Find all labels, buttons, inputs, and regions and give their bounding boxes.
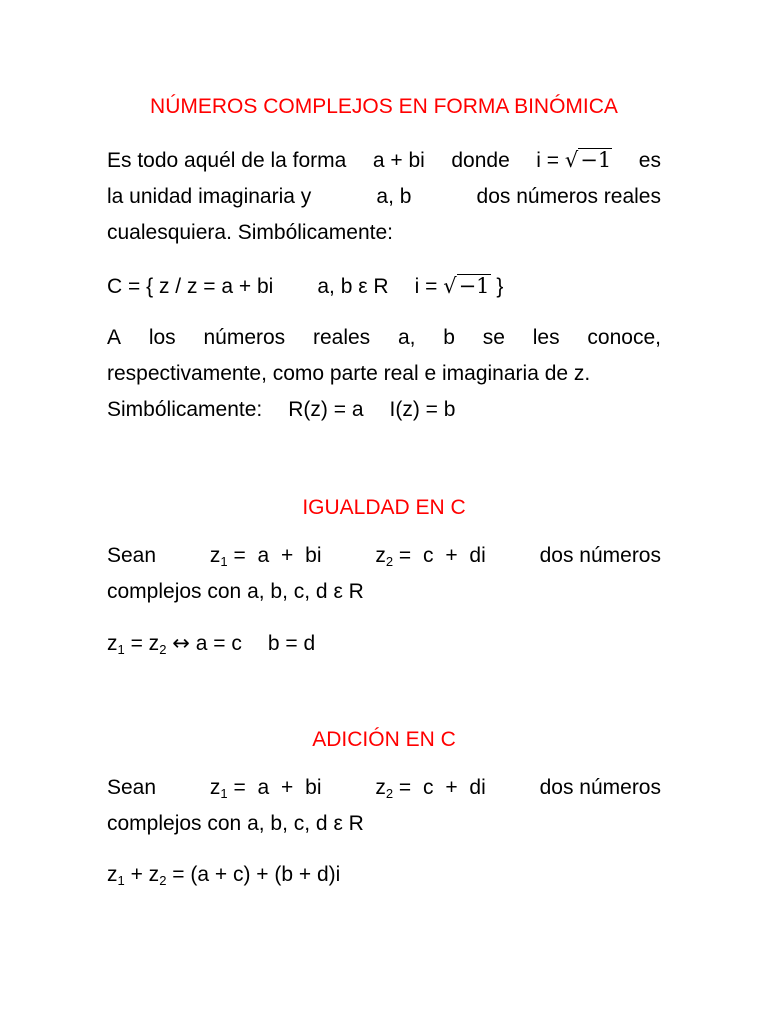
adicion-paragraph [107, 770, 661, 842]
double-arrow-icon: ↔ [172, 631, 190, 655]
definition-paragraph [107, 142, 661, 251]
definition-line-2: la unidad imaginaria y a, b dos números reales [107, 185, 661, 208]
sqrt-minus-one: √−1 [564, 148, 612, 172]
section-title-igualdad: IGUALDAD EN C [302, 496, 466, 519]
real-imag-line-2: respectivamente, como parte real e imaginaria de z. [107, 362, 591, 385]
adicion-line-1: Sean $z_1 = a$ + bi $z_2 = c$ + di dos números [107, 776, 661, 801]
definition-line-3: cualesquiera. Simbólicamente: [107, 221, 393, 244]
section-title-forma-binomica: NÚMEROS COMPLEJOS EN FORMA BINÓMICA [150, 95, 618, 118]
section-title-adicion: ADICIÓN EN C [312, 728, 456, 751]
set-definition: C = { z / z = a + bi a, b ε R i = √−1 } [107, 268, 661, 305]
real-imag-line-3: Simbólicamente: R(z) = a I(z) = b [107, 398, 456, 421]
igualdad-paragraph [107, 538, 661, 610]
igualdad-line-2: complejos con a, b, c, d ε R [107, 580, 364, 603]
real-imag-line-1: A los números reales a, b se les conoce, [107, 326, 661, 349]
igualdad-formula: $z_1 = z_2$ ↔ a = c b = d [107, 631, 316, 657]
igualdad-line-1: Sean $z_1 = a$ + bi $z_2 = c$ + di dos números [107, 544, 661, 569]
adicion-line-2: complejos con a, b, c, d ε R [107, 812, 364, 835]
real-imaginary-paragraph [107, 320, 661, 428]
adicion-formula: $z_1 + z_2 = (a + c) + (b + d)i$ [107, 863, 341, 888]
sqrt-minus-one-set: √−1 [443, 274, 490, 298]
definition-line-1: Es todo aquél de la forma a + bi donde i = √−1 es [107, 142, 661, 179]
